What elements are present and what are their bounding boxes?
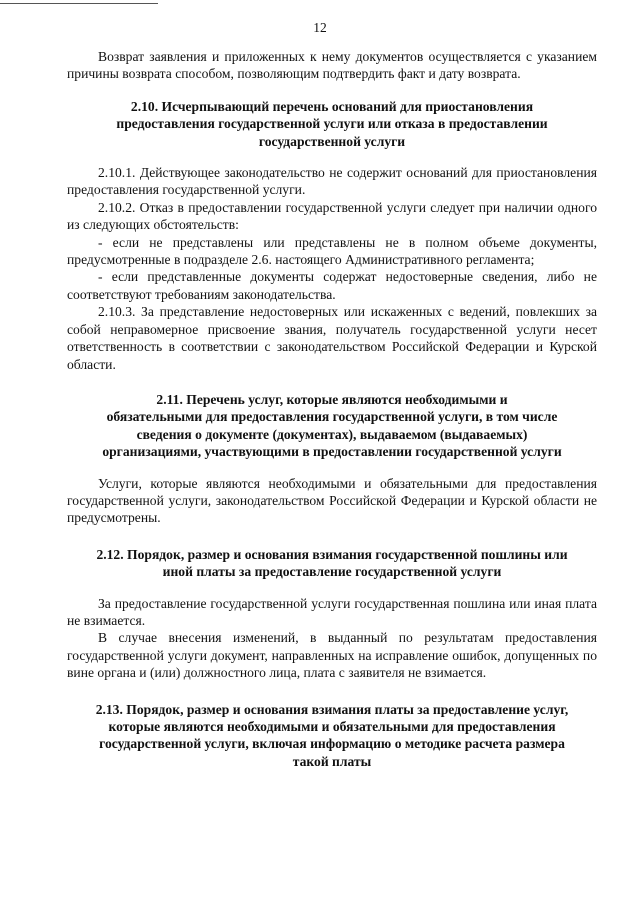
- heading-line: государственной услуги: [258, 133, 406, 149]
- heading-line: 2.11. Перечень услуг, которые являются необходимыми и: [156, 391, 508, 407]
- heading-line: 2.12. Порядок, размер и основания взимания государственной пошлины или: [96, 546, 568, 562]
- heading-line: иной платы за предоставление государственной услуги: [162, 564, 502, 580]
- document-body: [67, 48, 597, 770]
- paragraph-2-10-2: 2.10.2. Отказ в предоставлении государственной услуги следует при наличии одного из следующих обстоятельств:: [67, 199, 597, 233]
- heading-line: 2.10. Исчерпывающий перечень оснований для приостановления: [130, 98, 534, 114]
- heading-line: предоставления государственной услуги или отказа в предоставлении: [116, 116, 548, 132]
- heading-line: организациями, участвующими в предоставлении государственной услуги: [102, 444, 562, 460]
- list-item: - если не представлены или представлены не в полном объеме документы, предусмотренные в подразделе 2.6. настоящего Административного регламента;: [67, 234, 597, 268]
- section-2-11-heading: [67, 391, 597, 461]
- paragraph-2-11: Услуги, которые являются необходимыми и обязательными для предоставления государственной услуги, законодательством Российской Федерации и Курской области не предусмотрены.: [67, 475, 597, 526]
- page-number: 12: [313, 20, 327, 35]
- heading-line: обязательными для предоставления государственной услуги, в том числе: [106, 409, 558, 425]
- section-2-10-heading: [67, 98, 597, 150]
- paragraph-2-12-changes: В случае внесения изменений, в выданный по результатам предоставления государственной услуги документ, направленных на исправление ошибок, допущенных по вине органа и (или) должностного лица, плата с заявителя не взимается.: [67, 630, 597, 681]
- heading-line: 2.13. Порядок, размер и основания взимания платы за предоставление услуг,: [95, 701, 569, 717]
- list-item: - если представленные документы содержат недостоверные сведения, либо не соответствуют требованиям законодательства.: [67, 269, 597, 302]
- heading-line: государственной услуги, включая информацию о методике расчета размера: [99, 736, 565, 752]
- paragraph-2-12-fee: За предоставление государственной услуги государственная пошлина или иная плата не взимается.: [67, 595, 597, 628]
- top-left-rule: [0, 3, 158, 4]
- section-2-12-heading: [67, 546, 597, 581]
- return-paragraph: Возврат заявления и приложенных к нему документов осуществляется с указанием причины возврата способом, позволяющим подтвердить факт и дату возврата.: [67, 49, 597, 82]
- section-2-13-heading: [67, 701, 597, 771]
- paragraph-2-10-3: 2.10.3. За представление недостоверных или искаженных с ведений, повлекших за собой неправомерное присвоение звания, получатель государственной услуги несет ответственность в соответствии с законодательством Российской Федерации и Курской области.: [67, 304, 597, 372]
- paragraph-2-10-1: 2.10.1. Действующее законодательство не содержит оснований для приостановления предоставления государственной услуги.: [67, 165, 597, 198]
- heading-line: сведения о документе (документах), выдаваемом (выдаваемых): [136, 426, 528, 442]
- heading-line: такой платы: [292, 753, 372, 769]
- heading-line: которые являются необходимыми и обязательными для предоставления: [108, 719, 556, 734]
